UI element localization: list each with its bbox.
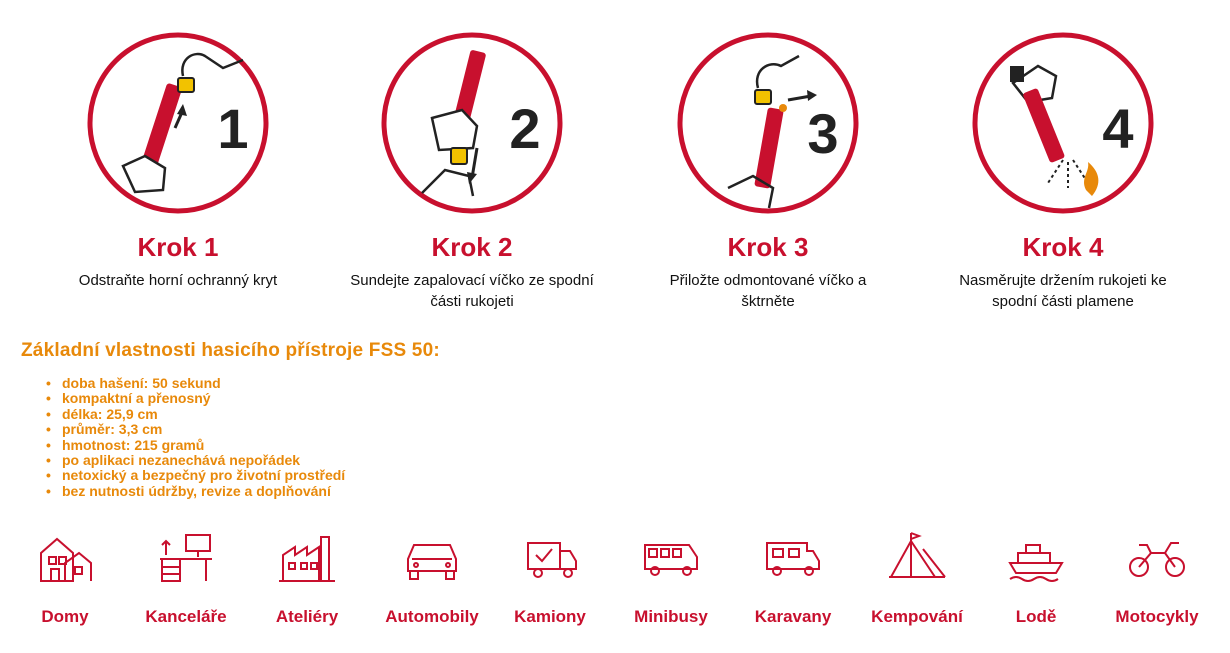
factory-icon <box>277 531 337 583</box>
list-item: • netoxický a bezpečný pro životní prostředí <box>46 468 345 483</box>
step-4-title: Krok 4 <box>1022 232 1104 262</box>
step-1-illustration <box>83 28 273 218</box>
use-label: Karavany <box>754 607 832 626</box>
step-3-number: 3 <box>807 102 839 165</box>
step-2-title: Krok 2 <box>431 232 513 262</box>
step-1-description: Odstraňte horní ochranný kryt <box>78 272 278 289</box>
list-item: • průměr: 3,3 cm <box>46 422 345 437</box>
motorcycle-icon <box>1127 531 1187 583</box>
properties-heading: Základní vlastnosti hasicího přístroje FSS 50: <box>21 340 440 361</box>
step-4-number: 4 <box>1102 97 1134 160</box>
car-icon <box>402 531 462 583</box>
list-item: • hmotnost: 215 gramů <box>46 438 345 453</box>
step-2-number: 2 <box>509 97 541 160</box>
properties-list <box>46 376 345 499</box>
list-item: • kompaktní a přenosný <box>46 391 345 406</box>
minibus-icon <box>641 531 701 583</box>
step-3-title: Krok 3 <box>727 232 809 262</box>
step-1-number: 1 <box>217 97 249 160</box>
use-label: Kamiony <box>514 607 586 626</box>
use-label: Minibusy <box>634 607 708 626</box>
step-2-description: Sundejte zapalovací víčko ze spodní části rukojeti <box>350 272 594 310</box>
use-label: Motocykly <box>1115 607 1199 626</box>
step-3-illustration <box>673 28 863 218</box>
step-4-description: Nasměrujte držením rukojeti ke spodní části plamene <box>959 272 1167 310</box>
step-3-description: Přiložte odmontované víčko a šktrněte <box>669 272 867 310</box>
instruction-steps <box>0 0 1230 320</box>
list-item: • po aplikaci nezanechává nepořádek <box>46 453 345 468</box>
use-cases <box>0 525 1230 635</box>
use-label: Ateliéry <box>275 607 339 626</box>
list-item: • délka: 25,9 cm <box>46 407 345 422</box>
tent-icon <box>887 531 947 583</box>
step-4-illustration <box>968 28 1158 218</box>
use-label: Kanceláře <box>145 607 227 626</box>
step-1-title: Krok 1 <box>137 232 219 262</box>
office-desk-icon <box>156 531 216 583</box>
use-label: Domy <box>41 607 89 626</box>
list-item: • doba hašení: 50 sekund <box>46 376 345 391</box>
house-icon <box>35 531 95 583</box>
use-label: Kempování <box>871 607 963 626</box>
use-label: Automobily <box>385 607 479 626</box>
step-2-illustration <box>377 28 567 218</box>
caravan-icon <box>763 531 823 583</box>
list-item: • bez nutnosti údržby, revize a doplňování <box>46 484 345 499</box>
boat-icon <box>1006 531 1066 583</box>
use-label: Lodě <box>1015 607 1057 626</box>
truck-icon <box>520 531 580 583</box>
